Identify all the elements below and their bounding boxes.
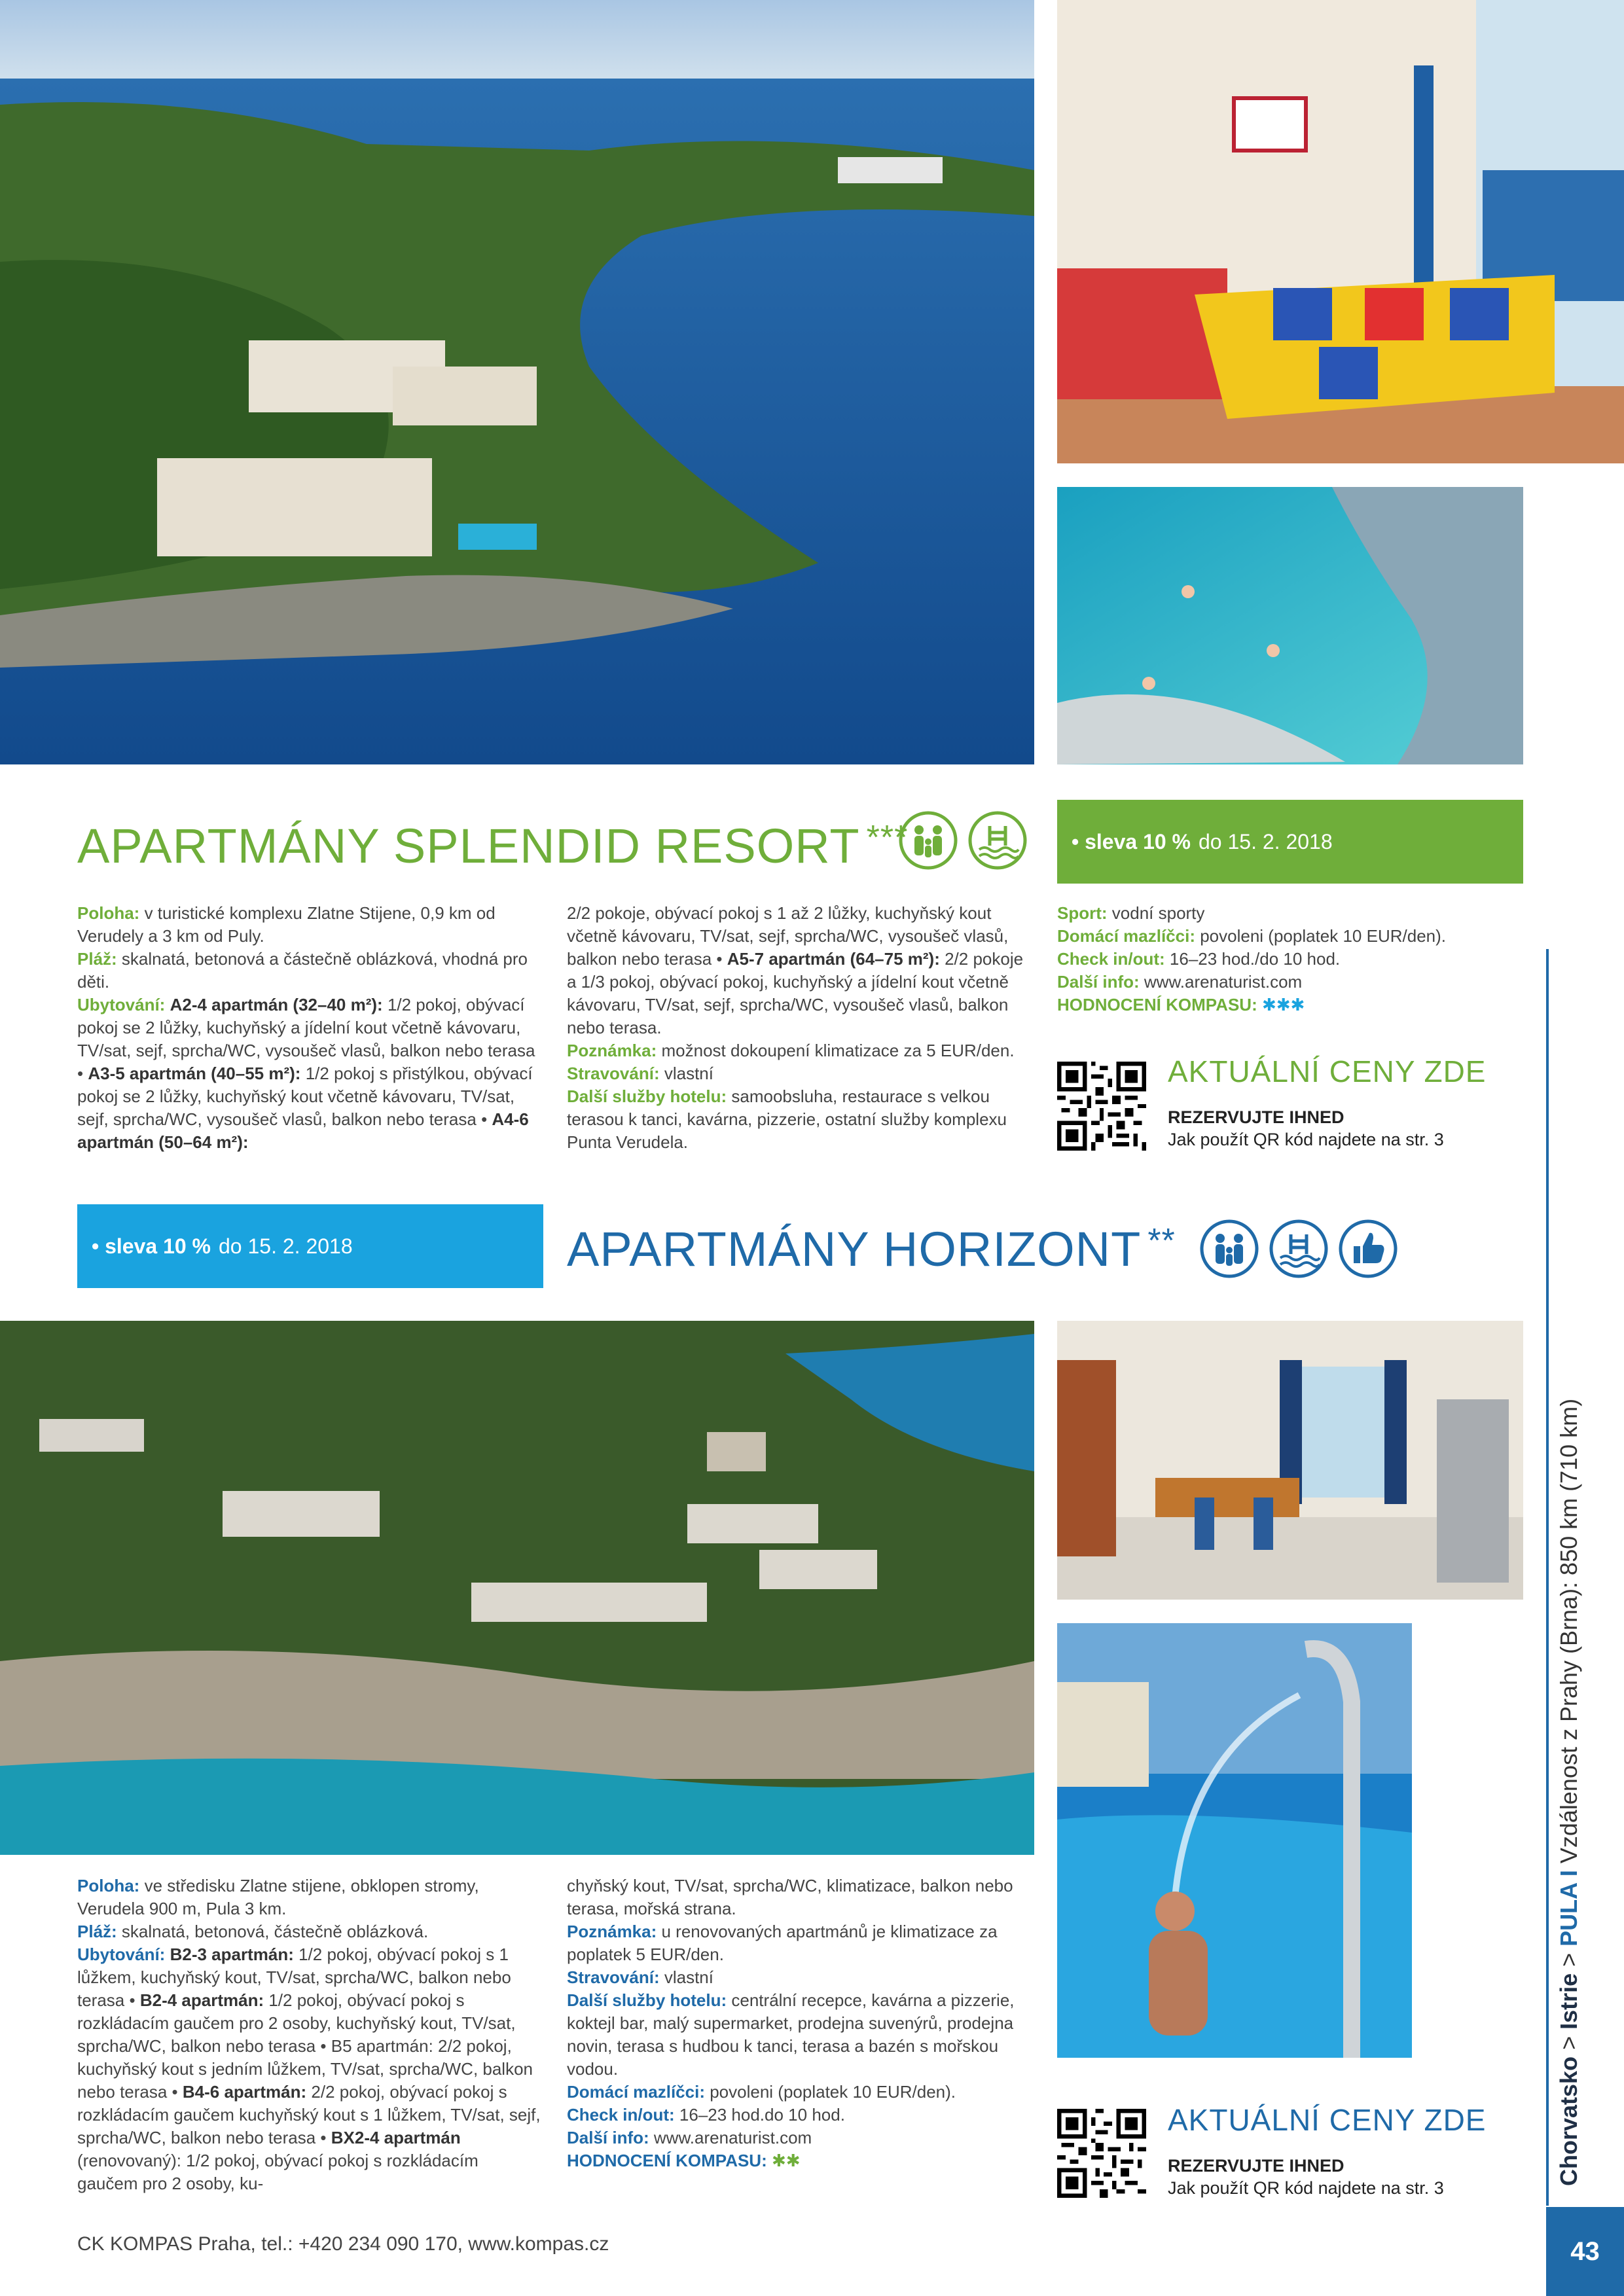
qr-code-icon[interactable]	[1057, 1062, 1146, 1151]
photo-aerial-horizont	[0, 1321, 1034, 1855]
resort2-pets-label: Domácí mazlíčci:	[567, 2082, 705, 2102]
resort1-a1-name: A2-4 apartmán (32–40 m²):	[170, 995, 383, 1014]
resort2-prices-title[interactable]: AKTUÁLNÍ CENY ZDE	[1168, 2103, 1487, 2137]
resort1-col3	[1057, 902, 1523, 1016]
resort2-col2	[567, 1874, 1033, 2172]
resort1-strav-text: vlastní	[664, 1064, 713, 1083]
breadcrumb-divider: I	[1555, 1863, 1582, 1884]
resort1-info-label: Další info:	[1057, 972, 1140, 992]
resort1-pets-text: povoleni (poplatek 10 EUR/den).	[1200, 926, 1446, 946]
resort1-book-now: REZERVUJTE IHNED	[1168, 1107, 1344, 1127]
resort1-a2-text: 1/2 pokoj s přistýlkou, obývací pokoj se 2 lůžky, kuchyňský kout včetně kávovaru, TV/sat, sejf, sprcha/WC, vysoušeč vlasů, balkon nebo terasa •	[77, 1064, 533, 1129]
resort2-info-link[interactable]: www.arenaturist.com	[653, 2128, 812, 2147]
resort2-b2-text: 1/2 pokoj, obývací pokoj s rozkládacím gaučem pro 2 osoby, kuchyňský kout, TV/sat, sprcha/WC, balkon nebo terasa • B5 apartmán: 2/2 pokoj, kuchyňský kout s jedním lůžkem, TV/sat, sprcha/WC, balkon nebo terasa •	[77, 1990, 533, 2102]
resort1-pozn-label: Poznámka:	[567, 1041, 657, 1060]
resort2-discount-banner	[77, 1204, 543, 1288]
resort1-check-text: 16–23 hod./do 10 hod.	[1169, 949, 1341, 969]
resort1-icons	[898, 810, 1028, 870]
resort2-plaz-label: Pláž:	[77, 1922, 117, 1941]
resort1-check-label: Check in/out:	[1057, 949, 1165, 969]
photo-pool-fountain	[1057, 1623, 1412, 2058]
resort1-discount-label: • sleva 10 %	[1072, 829, 1191, 853]
resort1-plaz-label: Pláž:	[77, 949, 117, 969]
page-number: 43	[1546, 2207, 1624, 2296]
resort1-stars: ***	[866, 819, 909, 857]
resort1-poloha-label: Poloha:	[77, 903, 140, 923]
breadcrumb-sep: >	[1555, 2029, 1582, 2056]
family-icon	[1199, 1219, 1259, 1279]
resort2-poloha-text: ve středisku Zlatne stijene, obklopen stromy, Verudela 900 m, Pula 3 km.	[77, 1876, 479, 1918]
resort1-ubyt-label: Ubytování:	[77, 995, 166, 1014]
resort2-stars: **	[1147, 1222, 1176, 1260]
resort2-icons	[1199, 1219, 1398, 1279]
resort2-pets-text: povoleni (poplatek 10 EUR/den).	[710, 2082, 956, 2102]
resort2-b4-text: (renovovaný): 1/2 pokoj, obývací pokoj s rozkládacím gaučem pro 2 osoby, ku-	[77, 2151, 478, 2193]
pool-icon	[967, 810, 1028, 870]
resort1-a2-name: A3-5 apartmán (40–55 m²):	[88, 1064, 301, 1083]
photo-swimmers-sea	[1057, 487, 1523, 764]
resort2-plaz-text: skalnatá, betonová, částečně oblázková.	[121, 1922, 429, 1941]
resort2-dalsi-text: centrální recepce, kavárna a pizzerie, koktejl bar, malý supermarket, prodejna suvenýrů, prodejna novin, terasa s hudbou k tanci, terasa a bazén s mořskou vodou.	[567, 1990, 1015, 2079]
resort2-dalsi-label: Další služby hotelu:	[567, 1990, 727, 2010]
resort2-poloha-label: Poloha:	[77, 1876, 140, 1895]
footer-contact: CK KOMPAS Praha, tel.: +420 234 090 170, www.kompas.cz	[77, 2233, 609, 2255]
resort1-booking-info	[1168, 1106, 1444, 1151]
resort2-cont-text: chyňský kout, TV/sat, sprcha/WC, klimatizace, balkon nebo terasa, mořská strana.	[567, 1876, 1013, 1918]
resort2-strav-text: vlastní	[664, 1967, 713, 1987]
sidebar-rule	[1546, 949, 1549, 2206]
resort1-a3-name: A4-6 apartmán (50–64 m²):	[77, 1109, 529, 1152]
resort2-pozn-text: u renovovaných apartmánů je klimatizace za poplatek 5 EUR/den.	[567, 1922, 998, 1964]
resort1-col1	[77, 902, 543, 1154]
resort1-pets-label: Domácí mazlíčci:	[1057, 926, 1195, 946]
resort1-rating-label: HODNOCENÍ KOMPASU:	[1057, 995, 1257, 1014]
resort2-check-text: 16–23 hod.do 10 hod.	[679, 2105, 845, 2125]
resort1-a4-name: A5-7 apartmán (64–75 m²):	[727, 949, 940, 969]
resort1-col2	[567, 902, 1033, 1154]
resort2-b3-text: 2/2 pokoj, obývací pokoj s rozkládacím gaučem kuchyňský kout s 1 lůžkem, TV/sat, sejf, sprcha/WC, balkon nebo terasa •	[77, 2082, 541, 2147]
resort2-b4-name: BX2-4 apartmán	[331, 2128, 461, 2147]
resort2-title	[567, 1221, 1176, 1277]
resort1-rating-stars: ✱✱✱	[1261, 995, 1305, 1014]
pool-icon	[1269, 1219, 1329, 1279]
resort2-info-label: Další info:	[567, 2128, 649, 2147]
resort2-ubyt-label: Ubytování:	[77, 1945, 166, 1964]
breadcrumb-region: Istrie	[1555, 1973, 1582, 2030]
resort1-poloha-text: v turistické komplexu Zlatne Stijene, 0,9 km od Verudely a 3 km od Puly.	[77, 903, 496, 946]
resort1-dalsi-label: Další služby hotelu:	[567, 1086, 727, 1106]
resort2-qr-hint: Jak použít QR kód najdete na str. 3	[1168, 2178, 1444, 2198]
resort1-plaz-text: skalnatá, betonová a částečně oblázková, vhodná pro děti.	[77, 949, 528, 992]
resort1-info-link[interactable]: www.arenaturist.com	[1144, 972, 1303, 992]
sidebar-breadcrumb	[1555, 1399, 1583, 2186]
resort1-title-text: APARTMÁNY SPLENDID RESORT	[77, 819, 860, 873]
breadcrumb-sep: >	[1555, 1946, 1582, 1973]
resort2-check-label: Check in/out:	[567, 2105, 675, 2125]
breadcrumb-country: Chorvatsko	[1555, 2056, 1582, 2186]
resort1-discount-banner	[1057, 800, 1523, 884]
resort1-sport-text: vodní sporty	[1111, 903, 1205, 923]
resort1-sport-label: Sport:	[1057, 903, 1108, 923]
resort2-pozn-label: Poznámka:	[567, 1922, 657, 1941]
resort2-col1	[77, 1874, 543, 2195]
resort2-booking-info	[1168, 2155, 1444, 2199]
resort1-prices-title[interactable]: AKTUÁLNÍ CENY ZDE	[1168, 1054, 1487, 1088]
photo-apartment-interior	[1057, 1321, 1523, 1600]
resort2-discount-label: • sleva 10 %	[92, 1234, 211, 1258]
breadcrumb-city: PULA	[1555, 1883, 1582, 1946]
photo-aerial-splendid	[0, 0, 1034, 764]
qr-code-icon[interactable]	[1057, 2109, 1146, 2198]
resort2-b1-name: B2-3 apartmán:	[170, 1945, 294, 1964]
resort1-dalsi-text: samoobsluha, restaurace s velkou terasou k tanci, kavárna, pizzerie, ostatní služby komplexu Punta Verudela.	[567, 1086, 1007, 1152]
thumbs-up-icon	[1338, 1219, 1398, 1279]
resort2-b1-text: 1/2 pokoj, obývací pokoj s 1 lůžkem, kuchyňský kout, TV/sat, sprcha/WC, balkon nebo terasa •	[77, 1945, 511, 2010]
resort2-rating-label: HODNOCENÍ KOMPASU:	[567, 2151, 767, 2170]
resort1-pozn-text: možnost dokoupení klimatizace za 5 EUR/den.	[661, 1041, 1015, 1060]
resort1-strav-label: Stravování:	[567, 1064, 660, 1083]
resort2-book-now: REZERVUJTE IHNED	[1168, 2156, 1344, 2176]
photo-bedroom	[1057, 0, 1624, 463]
resort1-a4-text: 2/2 pokoje a 1/3 pokoj, obývací pokoj, kuchyňský a jídelní kout včetně kávovaru, TV/sat, sejf, sprcha/WC, vysoušeč vlasů, balkon nebo terasa.	[567, 949, 1024, 1037]
resort1-a1-text: 1/2 pokoj, obývací pokoj se 2 lůžky, kuchyňský a jídelní kout včetně kávovaru, TV/sat, sejf, sprcha/WC, vysoušeč vlasů, balkon nebo terasa •	[77, 995, 535, 1083]
resort2-rating-stars: ✱✱	[771, 2151, 801, 2170]
resort1-title	[77, 818, 908, 874]
resort2-strav-label: Stravování:	[567, 1967, 660, 1987]
resort2-b2-name: B2-4 apartmán:	[139, 1990, 264, 2010]
resort1-qr-hint: Jak použít QR kód najdete na str. 3	[1168, 1130, 1444, 1149]
resort2-title-text: APARTMÁNY HORIZONT	[567, 1222, 1142, 1276]
resort2-discount-date: do 15. 2. 2018	[219, 1234, 353, 1258]
resort2-b3-name: B4-6 apartmán:	[182, 2082, 307, 2102]
family-icon	[898, 810, 958, 870]
distance-text: Vzdálenost z Prahy (Brna): 850 km (710 km)	[1555, 1398, 1582, 1864]
resort1-a3-text: 2/2 pokoje, obývací pokoj s 1 až 2 lůžky, kuchyňský kout včetně kávovaru, TV/sat, sejf, sprcha/WC, vysoušeč vlasů, balkon nebo terasa •	[567, 903, 1009, 969]
resort1-discount-date: do 15. 2. 2018	[1199, 829, 1333, 853]
